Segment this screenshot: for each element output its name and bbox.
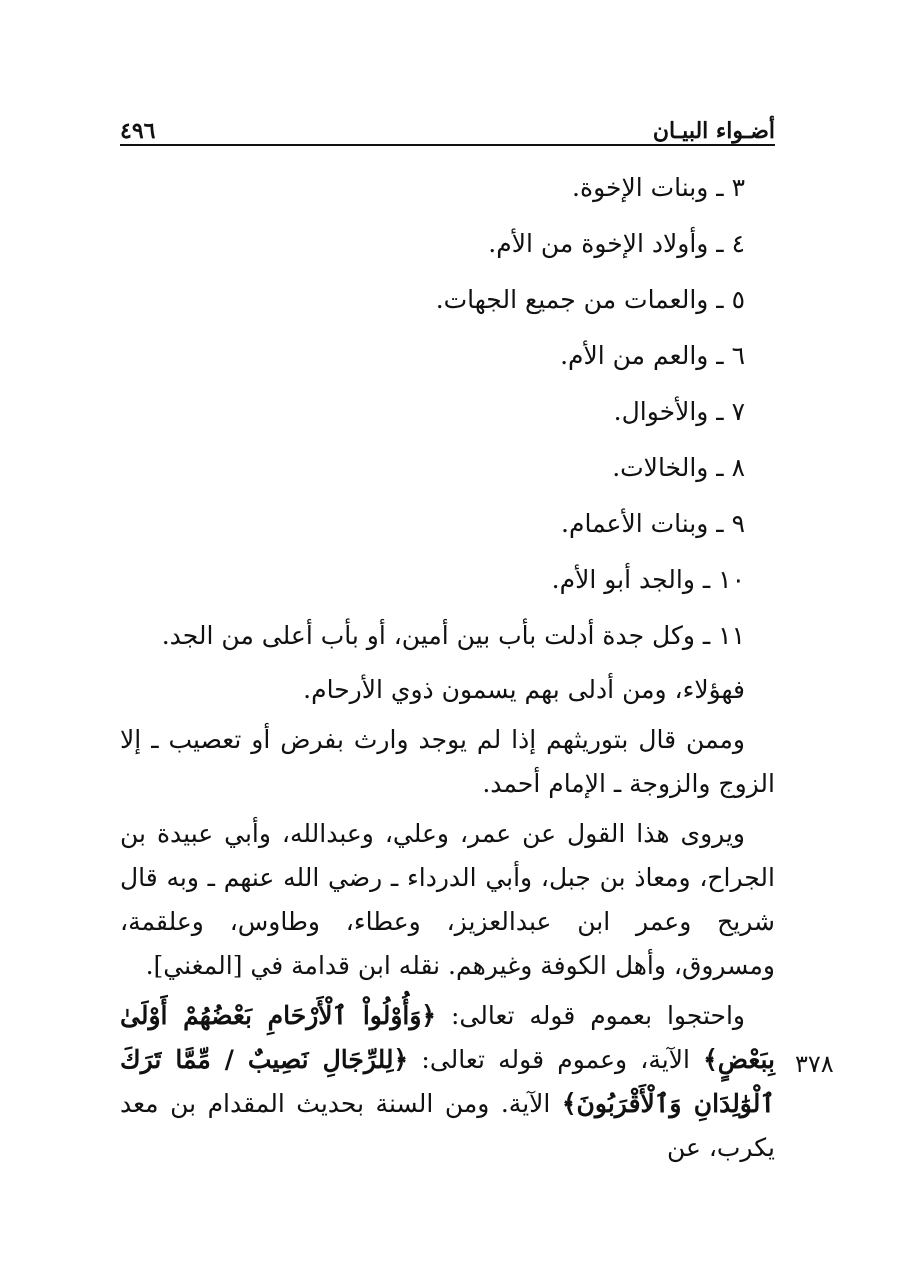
page-number: ٤٩٦ xyxy=(120,118,156,144)
paragraph-ahmad: وممن قال بتوريثهم إذا لم يوجد وارث بفرض أو تعصيب ـ إلا الزوج والزوجة ـ الإمام أحمد. xyxy=(120,725,775,798)
list-item: ١١ ـ وكل جدة أدلت بأب بين أمين، أو بأب أعلى من الجد. xyxy=(161,621,745,650)
paragraph-evidence xyxy=(120,994,775,1170)
list-item: ٨ ـ والخالات. xyxy=(612,453,745,482)
list-item: ١٠ ـ والجد أبو الأم. xyxy=(551,565,745,594)
list-item: ٣ ـ وبنات الإخوة. xyxy=(572,173,745,202)
paragraph-summary: فهؤلاء، ومن أدلى بهم يسمون ذوي الأرحام. xyxy=(303,675,745,704)
page-body xyxy=(120,100,775,1170)
heirs-list xyxy=(120,160,775,664)
evidence-text-1: واحتجوا بعموم قوله تعالى: xyxy=(436,1001,745,1030)
book-title: أضـواء البيـان xyxy=(652,118,775,144)
running-header xyxy=(120,100,775,146)
evidence-text-2: الآية، وعموم قوله تعالى: xyxy=(408,1045,704,1074)
paragraph-narrators: ويروى هذا القول عن عمر، وعلي، وعبدالله، وأبي عبيدة بن الجراح، ومعاذ بن جبل، وأبي الدرداء ـ رضي الله عنهم ـ وبه قال شريح وعمر ابن عبدالعزيز، وعطاء، وطاوس، وعلقمة، ومسروق، وأهل الكوفة وغيرهم. نقله ابن قدامة في [المغني]. xyxy=(120,819,775,980)
evidence-text-3: الآية. ومن السنة بحديث المقدام بن معد يكرب، عن xyxy=(120,1089,775,1162)
quran-verse-2: ﴿لِلرِّجَالِ نَصِيبٌ / مِّمَّا تَرَكَ ٱلْوَٰلِدَانِ وَٱلْأَقْرَبُونَ﴾ xyxy=(120,1045,775,1118)
list-item: ٧ ـ والأخوال. xyxy=(613,397,745,426)
quran-verse-1: ﴿وَأُوْلُواْ ٱلْأَرْحَامِ بَعْضُهُمْ أَوْلَىٰ بِبَعْضٍ﴾ xyxy=(120,1001,775,1074)
list-item: ٦ ـ والعم من الأم. xyxy=(560,341,745,370)
margin-page-number: ٣٧٨ xyxy=(795,1050,834,1078)
list-item: ٥ ـ والعمات من جميع الجهات. xyxy=(435,285,745,314)
list-item: ٤ ـ وأولاد الإخوة من الأم. xyxy=(488,229,745,258)
list-item: ٩ ـ وبنات الأعمام. xyxy=(561,509,745,538)
